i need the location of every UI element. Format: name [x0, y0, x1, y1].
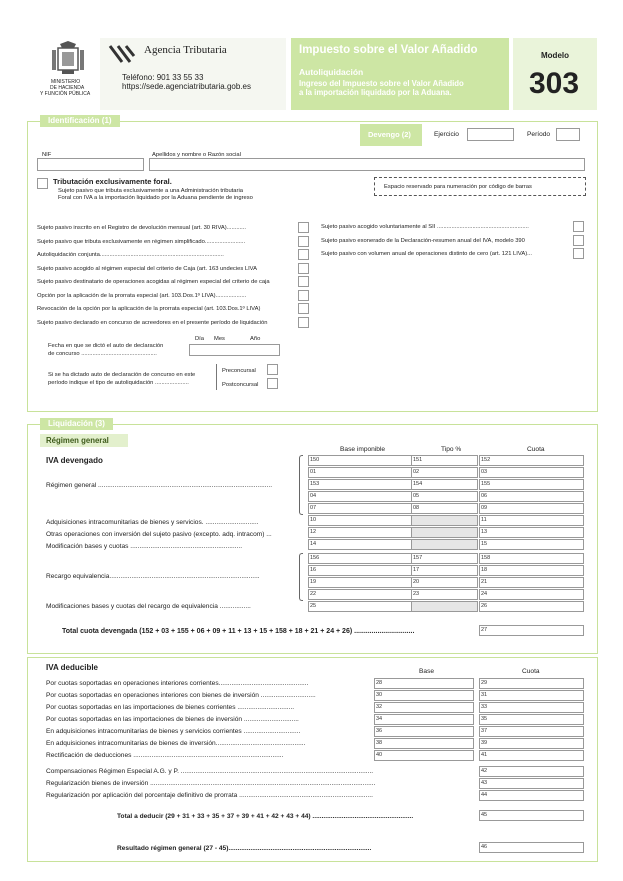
devengado-cell[interactable]: 152	[479, 455, 584, 466]
deducible-single-cell[interactable]: 43	[479, 778, 584, 789]
deducible-label: En adquisiciones intracomunitarias de bienes y servicios corrientes ...............................	[46, 728, 301, 735]
devengado-cell	[411, 539, 478, 550]
devengado-cell[interactable]: 09	[479, 503, 584, 514]
foral-line2: Foral con IVA a la importación liquidado por la Aduana pendiente de ingreso	[58, 195, 253, 201]
left-check-label: Opción por la aplicación de la prorrata especial (art. 103.Dos.1º LIVA)...................	[37, 292, 247, 299]
deducible-label: Por cuotas soportadas en operaciones interiores corrientes.................................................	[46, 680, 309, 687]
left-check-label: Sujeto pasivo que tributa exclusivamente en régimen simplificado.........................	[37, 238, 246, 245]
total-devengada-label: Total cuota devengada (152 + 03 + 155 + 06 + 09 + 11 + 13 + 15 + 158 + 18 + 21 + 24 + 26) ...............................	[62, 628, 415, 635]
devengado-cell[interactable]: 01	[308, 467, 412, 478]
devengado-cell[interactable]: 11	[479, 515, 584, 526]
agency-website: https://sede.agenciatributaria.gob.es	[122, 82, 251, 91]
brace-regimen	[299, 455, 303, 515]
deducible-cell[interactable]: 34	[374, 714, 474, 725]
deducible-cell[interactable]: 33	[479, 702, 584, 713]
apellidos-input[interactable]	[149, 158, 585, 171]
nif-input[interactable]	[37, 158, 144, 171]
left-check-label: Sujeto pasivo acogido al régimen especial del criterio de Caja (art. 163 undecies LIVA	[37, 265, 257, 272]
devengado-cell[interactable]: 22	[308, 589, 412, 600]
right-checkbox[interactable]	[573, 221, 584, 232]
fecha-line1: Fecha en que se dictó el auto de declaración	[48, 343, 164, 349]
auto-line1: Si se ha dictado auto de declaración de concurso en este	[48, 372, 196, 378]
devengado-cell	[411, 527, 478, 538]
left-check-label: Sujeto pasivo destinatario de operaciones acogidas al régimen especial del criterio de caja	[37, 279, 270, 285]
fecha-input[interactable]	[189, 344, 280, 356]
left-check-label: Autoliquidación conjunta.............................................................................	[37, 252, 224, 258]
agency-header	[100, 38, 286, 110]
devengo-tab: Devengo (2)	[360, 124, 422, 146]
modelo-number: 303	[529, 67, 580, 100]
devengado-cell[interactable]: 153	[308, 479, 412, 490]
deducible-cell[interactable]: 29	[479, 678, 584, 689]
left-checkbox[interactable]	[298, 263, 309, 274]
left-check-label: Revocación de la opción por la aplicación de la prorrata especial (art. 103.Dos.1º LIVA)	[37, 306, 261, 312]
agency-phone: Teléfono: 901 33 55 33	[122, 73, 204, 82]
foral-checkbox[interactable]	[37, 178, 48, 189]
base-imponible-header: Base imponible	[340, 446, 386, 453]
left-checkbox[interactable]	[298, 290, 309, 301]
left-checkbox[interactable]	[298, 303, 309, 314]
nif-label: NIF	[42, 152, 52, 158]
regimen-general-label: Régimen general ...............................................................................................	[46, 482, 273, 489]
mes-label: Mes	[214, 336, 225, 342]
deducible-cell[interactable]: 40	[374, 750, 474, 761]
right-checkbox[interactable]	[573, 248, 584, 259]
identificacion-tab: Identificación (1)	[40, 115, 120, 127]
ejercicio-label: Ejercicio	[434, 131, 459, 138]
deducible-cell[interactable]: 39	[479, 738, 584, 749]
devengado-cell[interactable]: 20	[411, 577, 478, 588]
agency-name: Agencia Tributaria	[144, 44, 227, 56]
deducible-label: Rectificación de deducciones ..................................................................................	[46, 752, 284, 759]
devengado-cell[interactable]: 06	[479, 491, 584, 502]
fecha-line2: de concurso ...............................................	[48, 351, 157, 357]
page-subtitle3: a la importación liquidado por la Aduana.	[299, 88, 452, 97]
right-checkbox[interactable]	[573, 235, 584, 246]
devengado-cell[interactable]: 25	[308, 601, 412, 612]
iva-deducible-label: IVA deducible	[46, 663, 99, 672]
deducible-label: Por cuotas soportadas en operaciones interiores con bienes de inversión ..............................	[46, 692, 316, 699]
adquisiciones-label: Adquisiciones intracomunitarias de bienes y servicios. .............................	[46, 519, 259, 526]
liquidacion-tab: Liquidación (3)	[40, 418, 113, 430]
deducible-single-cell[interactable]: 42	[479, 766, 584, 777]
page-subtitle2: Ingreso del Impuesto sobre el Valor Añadido	[299, 79, 464, 88]
deducible-cell[interactable]: 32	[374, 702, 474, 713]
deducible-single-label: Regularización bienes de inversión ...........................................................................................................................	[46, 780, 376, 787]
deducible-cell[interactable]: 36	[374, 726, 474, 737]
ministry-line2: DE HACIENDA	[50, 85, 85, 91]
deducible-cell[interactable]: 31	[479, 690, 584, 701]
deducible-label: Por cuotas soportadas en las importaciones de bienes corrientes ...............................	[46, 704, 295, 711]
devengado-cell[interactable]: 15	[479, 539, 584, 550]
modelo-label: Modelo	[541, 51, 569, 60]
devengado-cell[interactable]: 21	[479, 577, 584, 588]
left-checkbox[interactable]	[298, 317, 309, 328]
deducible-label: En adquisiciones intracomunitarias de bienes de inversión.................................................	[46, 740, 306, 747]
page-subtitle: Autoliquidación	[299, 67, 364, 77]
agency-logo-icon	[108, 44, 136, 64]
barcode-area: Espacio reservado para numeración por código de barras	[374, 177, 586, 196]
resultado-label: Resultado régimen general (27 - 45)..............................................................................	[117, 845, 372, 852]
page-title: Impuesto sobre el Valor Añadido	[299, 44, 478, 56]
cuota-header: Cuota	[527, 446, 545, 453]
devengado-cell[interactable]: 04	[308, 491, 412, 502]
deducible-cell[interactable]: 38	[374, 738, 474, 749]
devengado-cell[interactable]: 155	[479, 479, 584, 490]
total-devengada-cell[interactable]: 27	[479, 625, 584, 636]
devengado-cell[interactable]: 156	[308, 553, 412, 564]
auto-line2: período indique el tipo de autoliquidación .....................	[48, 380, 189, 386]
devengado-cell[interactable]: 24	[479, 589, 584, 600]
otras-label: Otras operaciones con inversión del sujeto pasivo (excepto. adq. intracom) ...	[46, 531, 272, 538]
devengado-cell[interactable]: 150	[308, 455, 412, 466]
devengado-cell[interactable]: 08	[411, 503, 478, 514]
ministry-line1: MINISTERIO	[51, 79, 81, 85]
devengado-cell[interactable]: 26	[479, 601, 584, 612]
regimen-general-tab: Régimen general	[40, 434, 128, 447]
devengado-cell	[411, 601, 478, 612]
devengado-cell[interactable]: 19	[308, 577, 412, 588]
base-header: Base	[419, 668, 435, 675]
deducible-cell[interactable]: 35	[479, 714, 584, 725]
total-deducir-cell[interactable]: 45	[479, 810, 584, 821]
deducible-label: Por cuotas soportadas en las importaciones de bienes de inversión ..............................	[46, 716, 299, 723]
devengado-cell[interactable]: 158	[479, 553, 584, 564]
recargo-label: Recargo equivalencia..................................................................................	[46, 573, 260, 580]
deducible-cell[interactable]: 37	[479, 726, 584, 737]
left-check-label: Sujeto pasivo declarado en concurso de acreedores en el presente período de liquidación	[37, 319, 268, 326]
total-deducir-label: Total a deducir (29 + 31 + 33 + 35 + 37 + 39 + 41 + 42 + 43 + 44) .......................................................	[117, 813, 414, 820]
left-check-label: Sujeto pasivo inscrito en el Registro de devolución mensual (art. 30 RIVA)............	[37, 225, 247, 231]
foral-title: Tributación exclusivamente foral.	[53, 177, 172, 186]
devengado-cell[interactable]: 02	[411, 467, 478, 478]
deducible-single-label: Regularización por aplicación del porcentaje definitivo de prorrata .........................................................................	[46, 792, 373, 799]
devengado-cell[interactable]: 10	[308, 515, 412, 526]
devengado-cell[interactable]: 18	[479, 565, 584, 576]
ministry-logo	[38, 40, 98, 100]
apellidos-label: Apellidos y nombre o Razón social	[152, 152, 241, 158]
dia-label: Día	[195, 336, 205, 342]
devengado-cell[interactable]: 03	[479, 467, 584, 478]
title-block	[291, 38, 509, 110]
cuota2-header: Cuota	[522, 668, 540, 675]
right-check-label: Sujeto pasivo acogido voluntariamente al SII .........................................................	[321, 224, 529, 230]
tipo-header: Tipo %	[441, 446, 462, 453]
devengado-cell[interactable]: 13	[479, 527, 584, 538]
resultado-cell[interactable]: 46	[479, 842, 584, 853]
devengado-cell[interactable]: 07	[308, 503, 412, 514]
modelo-block	[513, 38, 597, 110]
ejercicio-input[interactable]	[467, 128, 514, 141]
deducible-cell[interactable]: 41	[479, 750, 584, 761]
modificacion-label: Modificación bases y cuotas .............................................................	[46, 543, 243, 550]
deducible-cell[interactable]: 28	[374, 678, 474, 689]
preconcursal-label: Preconcursal	[222, 368, 256, 374]
left-checkbox[interactable]	[298, 222, 309, 233]
deducible-single-label: Compensaciones Régimen Especial A.G. y P. .........................................................................................................	[46, 768, 374, 775]
foral-line1: Sujeto pasivo que tributa exclusivamente a una Administración tributaria	[58, 188, 243, 194]
devengado-cell[interactable]: 12	[308, 527, 412, 538]
deducible-single-cell[interactable]: 44	[479, 790, 584, 801]
periodo-input[interactable]	[556, 128, 580, 141]
iva-devengado-label: IVA devengado	[46, 456, 103, 465]
devengado-cell[interactable]: 16	[308, 565, 412, 576]
devengado-cell[interactable]: 14	[308, 539, 412, 550]
left-checkbox[interactable]	[298, 249, 309, 260]
left-checkbox[interactable]	[298, 236, 309, 247]
preconcursal-checkbox[interactable]	[267, 364, 278, 375]
devengado-cell[interactable]: 23	[411, 589, 478, 600]
devengado-cell[interactable]: 05	[411, 491, 478, 502]
left-checkbox[interactable]	[298, 276, 309, 287]
ministry-line3: Y FUNCIÓN PÚBLICA	[40, 91, 91, 97]
devengado-cell[interactable]: 157	[411, 553, 478, 564]
right-check-label: Sujeto pasivo exonerado de la Declaración-resumen anual del IVA, modelo 390	[321, 237, 525, 244]
deducible-cell[interactable]: 30	[374, 690, 474, 701]
postconcursal-checkbox[interactable]	[267, 378, 278, 389]
devengado-cell[interactable]: 151	[411, 455, 478, 466]
brace-recargo	[299, 553, 303, 601]
postconcursal-label: Postconcursal	[222, 382, 259, 388]
devengado-cell[interactable]: 154	[411, 479, 478, 490]
coat-of-arms-icon	[38, 40, 98, 80]
devengado-cell	[411, 515, 478, 526]
ano-label: Año	[250, 336, 261, 342]
right-check-label: Sujeto pasivo con volumen anual de operaciones distinto de cero (art. 121 LIVA)...	[321, 251, 532, 257]
periodo-label: Período	[527, 131, 551, 138]
mod-recargo-label: Modificaciones bases y cuotas del recargo de equivalencia .................	[46, 603, 251, 610]
devengado-cell[interactable]: 17	[411, 565, 478, 576]
auto-bracket	[216, 364, 217, 390]
